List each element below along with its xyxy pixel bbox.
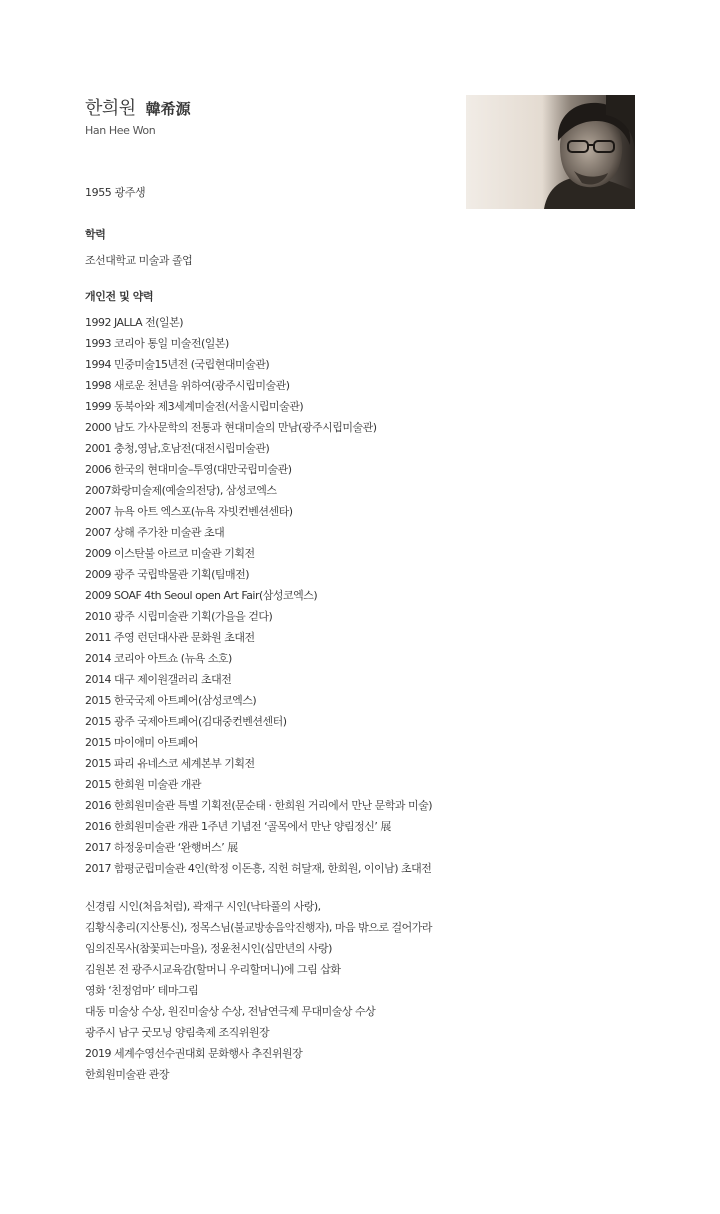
career-item: 2011 주영 런던대사관 문화원 초대전 <box>85 631 255 644</box>
activity-item: 임의진목사(참꽃피는마을), 정윤천시인(십만년의 사랑) <box>85 942 332 955</box>
activity-item: 김원본 전 광주시교육감(할머니 우리할머니)에 그림 삽화 <box>85 963 341 976</box>
career-item: 2009 SOAF 4th Seoul open Art Fair(삼성코엑스) <box>85 589 318 602</box>
career-item: 2001 충청,영남,호남전(대전시립미술관) <box>85 442 270 455</box>
career-item: 2009 이스탄불 아르코 미술관 기획전 <box>85 547 255 560</box>
artist-name-korean: 한희원 <box>85 98 136 119</box>
career-item: 1993 코리아 통일 미술전(일본) <box>85 337 229 350</box>
career-item: 2000 남도 가사문학의 전통과 현대미술의 만남(광주시립미술관) <box>85 421 377 434</box>
career-section <box>85 290 432 879</box>
career-item: 2016 한희원미술관 특별 기획전(문순태 · 한희원 거리에서 만난 문학과 미술) <box>85 799 433 812</box>
artist-header <box>85 94 445 137</box>
artist-name-row <box>85 94 445 120</box>
career-item: 2006 한국의 현대미술–투영(대만국립미술관) <box>85 463 292 476</box>
career-item: 2014 대구 제이원갤러리 초대전 <box>85 673 232 686</box>
career-item: 1992 JALLA 전(일본) <box>85 316 184 329</box>
career-item: 2007 상해 주가찬 미술관 초대 <box>85 526 225 539</box>
activity-item: 신경림 시인(처음처럼), 곽재구 시인(낙타풀의 사랑), <box>85 900 321 913</box>
career-item: 2015 한희원 미술관 개관 <box>85 778 201 791</box>
birth-info: 1955 광주생 <box>85 186 146 199</box>
artist-portrait-photo <box>466 95 635 209</box>
career-item: 2016 한희원미술관 개관 1주년 기념전 ‘골목에서 만난 양림정신’ 展 <box>85 820 391 833</box>
career-title: 개인전 및 약력 <box>85 290 154 303</box>
activity-item: 영화 ‘친정엄마’ 테마그림 <box>85 984 199 997</box>
artist-name-hanja: 韓希源 <box>145 100 191 118</box>
activity-item: 광주시 남구 굿모닝 양림축제 조직위원장 <box>85 1026 270 1039</box>
career-item: 1994 민중미술15년전 (국립현대미술관) <box>85 358 270 371</box>
career-item: 1998 새로운 천년을 위하여(광주시립미술관) <box>85 379 290 392</box>
activity-item: 김황식총리(지산통신), 정목스님(불교방송음악진행자), 마음 밖으로 걸어가라 <box>85 921 433 934</box>
career-item: 2014 코리아 아트쇼 (뉴욕 소호) <box>85 652 232 665</box>
career-item: 2017 하정웅미술관 ‘완행버스’ 展 <box>85 841 238 854</box>
career-item: 2017 함평군립미술관 4인(학정 이돈흥, 직헌 허달재, 한희원, 이이남) 초대전 <box>85 862 432 875</box>
career-item: 2015 마이애미 아트페어 <box>85 736 198 749</box>
career-item: 2015 광주 국제아트페어(김대중컨벤션센터) <box>85 715 287 728</box>
education-item: 조선대학교 미술과 졸업 <box>85 254 193 267</box>
education-title: 학력 <box>85 228 106 241</box>
career-item: 2015 한국국제 아트페어(삼성코엑스) <box>85 694 257 707</box>
career-item: 2010 광주 시립미술관 기획(가을을 걷다) <box>85 610 273 623</box>
career-item: 2007화랑미술제(예술의전당), 삼성코엑스 <box>85 484 277 497</box>
career-item: 2015 파리 유네스코 세계본부 기획전 <box>85 757 255 770</box>
activity-item: 2019 세계수영선수권대회 문화행사 추진위원장 <box>85 1047 303 1060</box>
other-activities-section <box>85 896 432 1085</box>
portrait-illustration <box>466 95 635 209</box>
activity-item: 한희원미술관 관장 <box>85 1068 170 1081</box>
career-item: 2009 광주 국립박물관 기획(팀매전) <box>85 568 250 581</box>
activity-item: 대동 미술상 수상, 원진미술상 수상, 전남연극제 무대미술상 수상 <box>85 1005 376 1018</box>
artist-name-english: Han Hee Won <box>85 124 156 137</box>
career-item: 1999 동북아와 제3세계미술전(서울시립미술관) <box>85 400 304 413</box>
career-item: 2007 뉴욕 아트 엑스포(뉴욕 자빗컨벤션센타) <box>85 505 293 518</box>
education-section <box>85 228 192 271</box>
